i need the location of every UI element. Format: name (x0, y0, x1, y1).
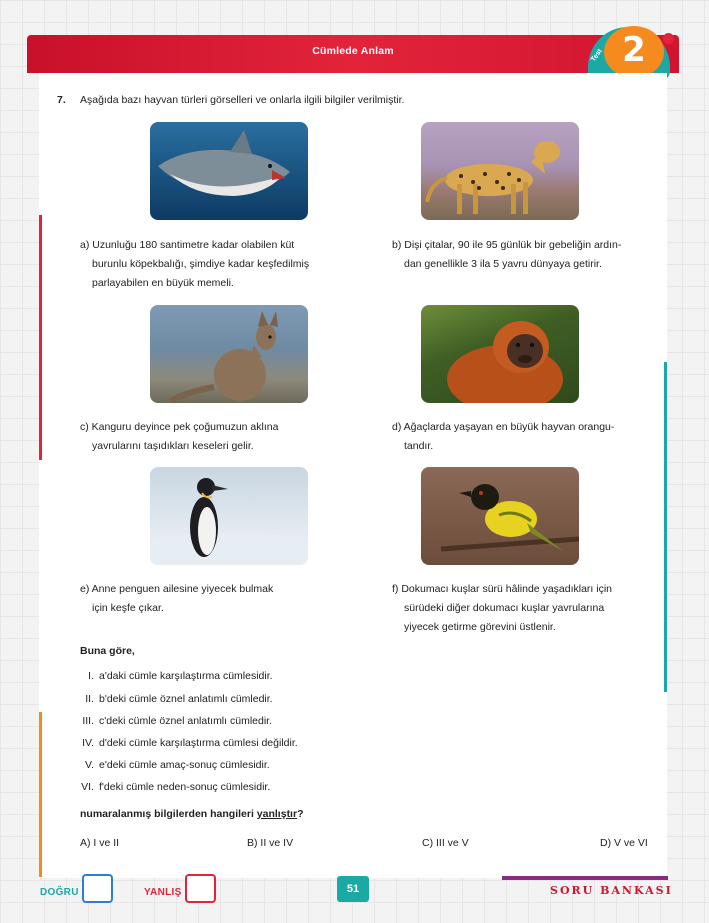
info-e: e) Anne penguen ailesine yiyecek bulmak için keşfe çıkar. (80, 583, 274, 614)
option-b[interactable]: B) II ve IV (247, 837, 294, 849)
info-f: f) Dokumacı kuşlar sürü hâlinde yaşadıkları için sürüdeki diğer dokumacı kuşlar yavrularına yiyecek getirme görevini üstlenir. (392, 583, 613, 633)
info-a: a) Uzunluğu 180 santimetre kadar olabilen küt burunlu köpekbalığı, şimdiye kadar keşfedilmiş parlayabilen en büyük memeli. (80, 239, 310, 289)
final-question: numaralanmış bilgilerden hangileri yanlıştır? (80, 808, 304, 820)
page-number: 51 (337, 876, 369, 902)
question-number: 7. (57, 94, 66, 106)
info-b: b) Dişi çitalar, 90 ile 95 günlük bir gebeliğin ardın- dan genellikle 3 ila 5 yavru dünyaya getirir. (392, 239, 622, 270)
option-d[interactable]: D) V ve VI (600, 837, 648, 849)
option-a[interactable]: A) I ve II (80, 837, 120, 849)
accent-bar-red (39, 215, 42, 460)
info-c: c) Kanguru deyince pek çoğumuzun aklına yavrularını taşıdıkları keseleri gelir. (80, 421, 279, 452)
penguin-photo (150, 467, 308, 565)
statement-4: IV. d'deki cümle karşılaştırma cümlesi değildir. (82, 737, 298, 749)
section-title: Cümlede Anlam (312, 45, 394, 57)
info-d: d) Ağaçlarda yaşayan en büyük hayvan orangu- tandır. (392, 421, 615, 452)
cheetah-photo (421, 122, 579, 220)
weaver-bird-photo (421, 467, 579, 565)
question-prompt: Aşağıda bazı hayvan türleri görselleri ve onlarla ilgili bilgiler verilmiştir. (80, 94, 405, 106)
brand-text: SORU BANKASI (550, 884, 673, 897)
lead-text: Buna göre, (80, 645, 135, 657)
badge-dot (663, 33, 674, 44)
shark-photo (150, 122, 308, 220)
statement-5: V. e'deki cümle amaç-sonuç cümlesidir. (85, 759, 270, 771)
statement-2: II. b'deki cümle öznel anlatımlı cümledir. (85, 693, 273, 705)
test-number: 2 (622, 30, 646, 70)
statement-6: VI. f'deki cümle neden-sonuç cümlesidir. (81, 781, 271, 793)
wrong-label: YANLIŞ (144, 887, 182, 898)
test-label: Test (590, 47, 604, 64)
kangaroo-photo (150, 305, 308, 403)
statement-1: I. a'daki cümle karşılaştırma cümlesidir. (88, 670, 273, 682)
header-banner (27, 35, 679, 73)
orangutan-photo (421, 305, 579, 403)
correct-count-box[interactable] (82, 874, 113, 903)
statement-3: III. c'deki cümle öznel anlatımlı cümledir. (82, 715, 272, 727)
accent-bar-orange (39, 712, 42, 877)
correct-label: DOĞRU (40, 887, 79, 898)
wrong-count-box[interactable] (185, 874, 216, 903)
accent-bar-teal (664, 362, 667, 692)
footer-divider (502, 876, 668, 880)
option-c[interactable]: C) III ve V (422, 837, 469, 849)
